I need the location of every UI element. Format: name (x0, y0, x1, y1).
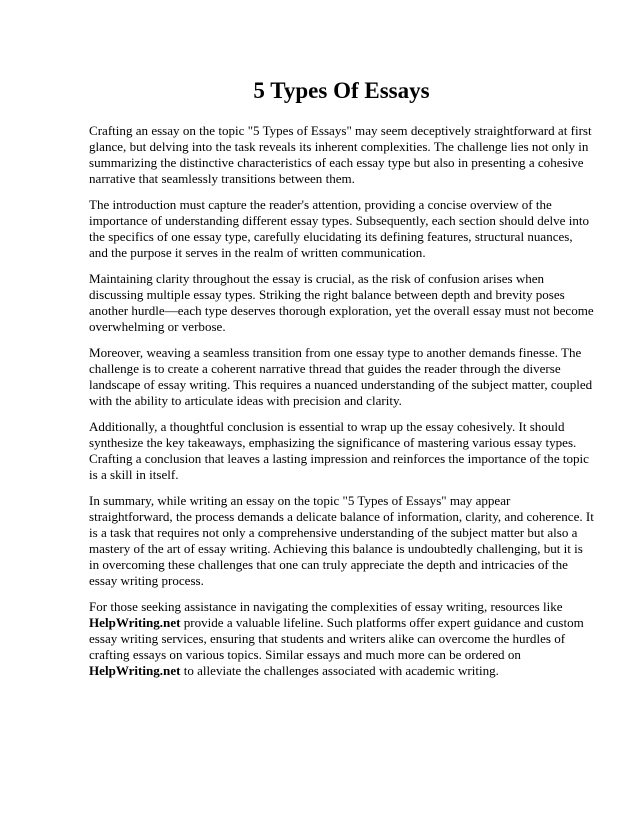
paragraph-4: Moreover, weaving a seamless transition from one essay type to another demands finesse. The challenge is to create a coherent narrative thread that guides the reader through the diverse landscape of essay writing. This requires a nuanced understanding of the subject matter, coupled with the ability to articulate ideas with precision and clarity. (89, 345, 593, 408)
paragraph-3: Maintaining clarity throughout the essay is crucial, as the risk of confusion arises when discussing multiple essay types. Striking the right balance between depth and brevity poses another hurdle—each type deserves thorough exploration, yet the overall essay must not become overwhelming or verbose. (89, 271, 594, 334)
paragraph-1: Crafting an essay on the topic "5 Types of Essays" may seem deceptively straightforward at first glance, but delving into the task reveals its inherent complexities. The challenge lies not only in summarizing the distinctive characteristics of each essay type but also in presenting a cohesive narrative that seamlessly transitions between them. (89, 123, 592, 186)
paragraph-7 (89, 599, 594, 679)
brand-name-1: HelpWriting.net (89, 615, 181, 630)
paragraph-2: The introduction must capture the reader's attention, providing a concise overview of the importance of understanding different essay types. Subsequently, each section should delve into the specifics of one essay type, carefully elucidating its defining features, structural nuances, and the purpose it serves in the realm of written communication. (89, 197, 590, 260)
paragraph-6: In summary, while writing an essay on the topic "5 Types of Essays" may appear straightforward, the process demands a delicate balance of information, clarity, and coherence. It is a task that requires not only a comprehensive understanding of the subject matter but also a mastery of the art of essay writing. Achieving this balance is undoubtedly challenging, but it is in overcoming these challenges that one can truly appreciate the depth and intricacies of the essay writing process. (89, 493, 594, 588)
paragraph-7-text-2: provide a valuable lifeline. Such platforms offer expert guidance and custom essay writing services, ensuring that students and writers alike can overcome the hurdles of crafting essays on various topics. Similar essays and much more can be ordered on (89, 615, 584, 662)
paragraph-7-text-3: to alleviate the challenges associated with academic writing. (180, 663, 499, 678)
page-title: 5 Types Of Essays (253, 78, 430, 103)
paragraph-5: Additionally, a thoughtful conclusion is essential to wrap up the essay cohesively. It should synthesize the key takeaways, emphasizing the significance of mastering various essay types. Crafting a conclusion that leaves a lasting impression and reinforces the importance of the topic is a skill in itself. (89, 419, 589, 482)
paragraph-7-text-1: For those seeking assistance in navigating the complexities of essay writing, resources like (89, 599, 563, 614)
brand-name-2: HelpWriting.net (89, 663, 181, 678)
